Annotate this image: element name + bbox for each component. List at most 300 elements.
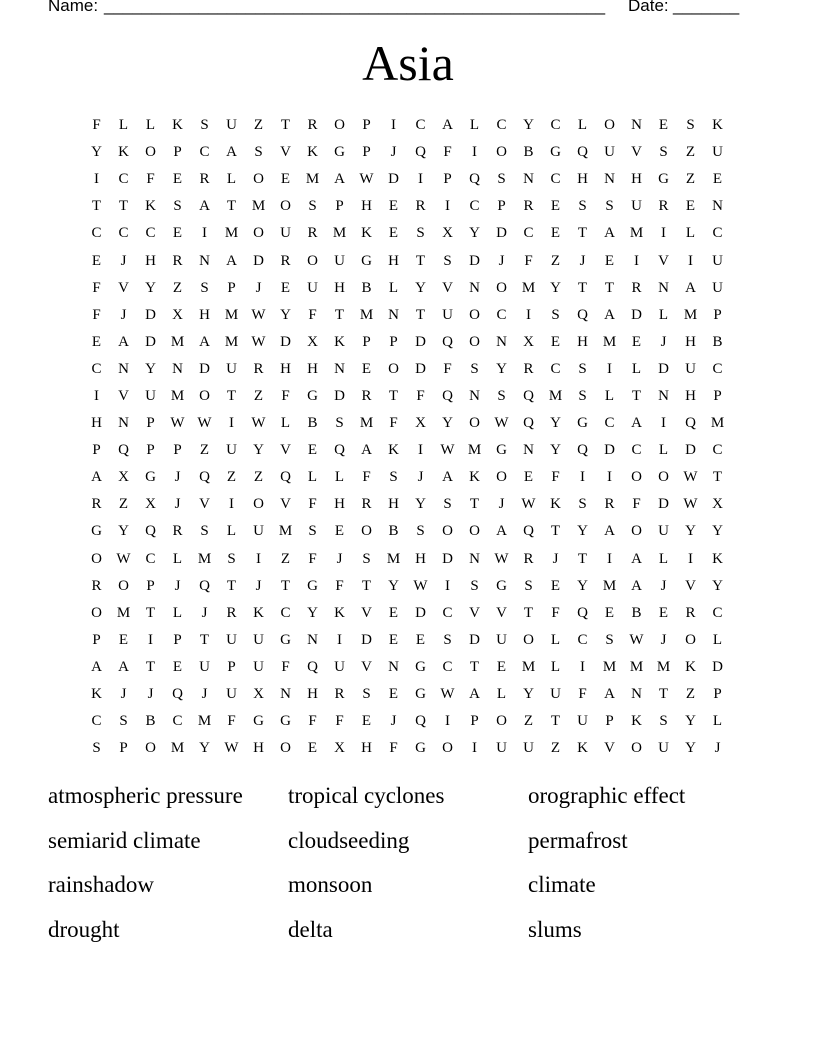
grid-letter[interactable]: E: [658, 117, 669, 134]
grid-letter[interactable]: E: [307, 740, 318, 757]
date-field[interactable]: _______: [673, 0, 740, 15]
grid-letter[interactable]: L: [577, 117, 588, 134]
grid-letter[interactable]: Q: [199, 577, 210, 594]
grid-letter[interactable]: I: [580, 469, 585, 486]
grid-letter[interactable]: M: [359, 306, 374, 323]
grid-letter[interactable]: D: [685, 442, 696, 459]
grid-letter[interactable]: P: [173, 631, 182, 648]
grid-letter[interactable]: O: [631, 469, 642, 486]
grid-letter[interactable]: L: [280, 415, 291, 432]
grid-letter[interactable]: E: [172, 171, 183, 188]
grid-letter[interactable]: I: [472, 740, 477, 757]
grid-letter[interactable]: E: [523, 469, 534, 486]
grid-letter[interactable]: U: [253, 658, 264, 675]
grid-letter[interactable]: F: [524, 252, 533, 269]
grid-letter[interactable]: U: [334, 252, 345, 269]
grid-letter[interactable]: L: [226, 171, 237, 188]
grid-letter[interactable]: D: [145, 333, 156, 350]
grid-letter[interactable]: R: [361, 496, 372, 513]
grid-letter[interactable]: L: [307, 469, 318, 486]
grid-letter[interactable]: T: [145, 658, 156, 675]
grid-letter[interactable]: F: [389, 740, 398, 757]
grid-letter[interactable]: Y: [388, 577, 399, 594]
grid-letter[interactable]: H: [388, 496, 399, 513]
grid-letter[interactable]: U: [253, 523, 264, 540]
grid-letter[interactable]: Y: [199, 740, 210, 757]
grid-letter[interactable]: E: [658, 604, 669, 621]
grid-letter[interactable]: C: [712, 442, 723, 459]
grid-letter[interactable]: U: [604, 144, 615, 161]
grid-letter[interactable]: M: [521, 658, 536, 675]
grid-letter[interactable]: R: [307, 225, 318, 242]
grid-letter[interactable]: D: [415, 333, 426, 350]
grid-letter[interactable]: S: [443, 252, 452, 269]
grid-letter[interactable]: V: [361, 604, 372, 621]
grid-letter[interactable]: L: [388, 279, 399, 296]
grid-letter[interactable]: K: [712, 550, 723, 567]
grid-letter[interactable]: P: [227, 658, 236, 675]
grid-letter[interactable]: G: [496, 442, 507, 459]
grid-letter[interactable]: N: [118, 415, 129, 432]
grid-letter[interactable]: E: [280, 171, 291, 188]
grid-letter[interactable]: G: [145, 469, 156, 486]
grid-letter[interactable]: N: [199, 252, 210, 269]
grid-letter[interactable]: M: [386, 550, 401, 567]
grid-letter[interactable]: S: [470, 360, 479, 377]
grid-letter[interactable]: F: [443, 144, 452, 161]
grid-letter[interactable]: S: [443, 496, 452, 513]
grid-letter[interactable]: U: [685, 360, 696, 377]
grid-letter[interactable]: Z: [172, 279, 183, 296]
grid-letter[interactable]: T: [280, 117, 291, 134]
grid-letter[interactable]: T: [577, 550, 588, 567]
grid-letter[interactable]: Y: [577, 523, 588, 540]
grid-letter[interactable]: G: [415, 740, 426, 757]
grid-letter[interactable]: Y: [550, 279, 561, 296]
grid-letter[interactable]: A: [226, 144, 237, 161]
grid-letter[interactable]: O: [280, 740, 291, 757]
grid-letter[interactable]: I: [418, 442, 423, 459]
grid-letter[interactable]: L: [469, 117, 480, 134]
grid-letter[interactable]: K: [631, 713, 642, 730]
grid-letter[interactable]: N: [523, 442, 534, 459]
grid-letter[interactable]: C: [91, 360, 102, 377]
grid-letter[interactable]: W: [251, 306, 266, 323]
grid-letter[interactable]: U: [496, 740, 507, 757]
grid-letter[interactable]: T: [469, 496, 480, 513]
grid-letter[interactable]: V: [469, 604, 480, 621]
grid-letter[interactable]: N: [388, 658, 399, 675]
grid-letter[interactable]: Q: [307, 658, 318, 675]
grid-letter[interactable]: T: [550, 523, 561, 540]
grid-letter[interactable]: V: [685, 577, 696, 594]
grid-letter[interactable]: I: [445, 713, 450, 730]
grid-letter[interactable]: G: [280, 631, 291, 648]
grid-letter[interactable]: H: [577, 333, 588, 350]
grid-letter[interactable]: I: [688, 252, 693, 269]
grid-letter[interactable]: A: [442, 117, 453, 134]
grid-letter[interactable]: M: [332, 225, 347, 242]
grid-letter[interactable]: U: [199, 658, 210, 675]
grid-letter[interactable]: E: [712, 171, 723, 188]
grid-letter[interactable]: F: [146, 171, 155, 188]
grid-letter[interactable]: U: [712, 252, 723, 269]
grid-letter[interactable]: N: [631, 686, 642, 703]
grid-letter[interactable]: R: [172, 523, 183, 540]
grid-letter[interactable]: N: [658, 387, 669, 404]
grid-letter[interactable]: R: [523, 360, 534, 377]
grid-letter[interactable]: M: [359, 415, 374, 432]
grid-letter[interactable]: N: [388, 306, 399, 323]
grid-letter[interactable]: F: [362, 469, 371, 486]
grid-letter[interactable]: W: [116, 550, 131, 567]
grid-letter[interactable]: R: [631, 279, 642, 296]
grid-letter[interactable]: C: [145, 225, 156, 242]
grid-letter[interactable]: P: [713, 387, 722, 404]
grid-letter[interactable]: O: [496, 279, 507, 296]
grid-letter[interactable]: A: [631, 577, 642, 594]
grid-letter[interactable]: I: [607, 360, 612, 377]
grid-letter[interactable]: P: [443, 171, 452, 188]
grid-letter[interactable]: M: [278, 523, 293, 540]
grid-letter[interactable]: Q: [415, 713, 426, 730]
grid-letter[interactable]: D: [658, 360, 669, 377]
grid-letter[interactable]: M: [602, 658, 617, 675]
grid-letter[interactable]: Q: [442, 387, 453, 404]
grid-letter[interactable]: D: [469, 252, 480, 269]
grid-letter[interactable]: J: [579, 252, 586, 269]
grid-letter[interactable]: O: [685, 631, 696, 648]
grid-letter[interactable]: P: [362, 333, 371, 350]
grid-letter[interactable]: D: [658, 496, 669, 513]
grid-letter[interactable]: M: [656, 658, 671, 675]
grid-letter[interactable]: S: [605, 631, 614, 648]
grid-letter[interactable]: H: [199, 306, 210, 323]
grid-letter[interactable]: M: [683, 306, 698, 323]
grid-letter[interactable]: Q: [415, 144, 426, 161]
grid-letter[interactable]: M: [197, 713, 212, 730]
grid-letter[interactable]: I: [661, 225, 666, 242]
grid-letter[interactable]: G: [415, 658, 426, 675]
grid-letter[interactable]: P: [713, 686, 722, 703]
grid-letter[interactable]: P: [119, 740, 128, 757]
grid-letter[interactable]: Y: [496, 360, 507, 377]
grid-letter[interactable]: G: [307, 577, 318, 594]
grid-letter[interactable]: U: [631, 198, 642, 215]
grid-letter[interactable]: J: [120, 306, 127, 323]
grid-letter[interactable]: T: [226, 387, 237, 404]
grid-letter[interactable]: N: [334, 360, 345, 377]
grid-letter[interactable]: Z: [523, 713, 534, 730]
grid-letter[interactable]: C: [280, 604, 291, 621]
grid-letter[interactable]: S: [497, 171, 506, 188]
grid-letter[interactable]: F: [281, 387, 290, 404]
grid-letter[interactable]: T: [226, 198, 237, 215]
grid-letter[interactable]: L: [226, 523, 237, 540]
grid-letter[interactable]: G: [496, 577, 507, 594]
grid-letter[interactable]: J: [498, 496, 505, 513]
grid-letter[interactable]: A: [361, 442, 372, 459]
grid-letter[interactable]: P: [605, 713, 614, 730]
grid-letter[interactable]: I: [94, 171, 99, 188]
grid-letter[interactable]: K: [334, 604, 345, 621]
grid-letter[interactable]: A: [604, 523, 615, 540]
grid-letter[interactable]: E: [388, 631, 399, 648]
grid-letter[interactable]: M: [629, 225, 644, 242]
grid-letter[interactable]: Q: [577, 442, 588, 459]
grid-letter[interactable]: C: [91, 225, 102, 242]
grid-letter[interactable]: F: [578, 686, 587, 703]
grid-letter[interactable]: K: [550, 496, 561, 513]
grid-letter[interactable]: T: [658, 686, 669, 703]
grid-letter[interactable]: K: [388, 442, 399, 459]
grid-letter[interactable]: E: [334, 523, 345, 540]
grid-letter[interactable]: S: [254, 144, 263, 161]
grid-letter[interactable]: R: [91, 496, 102, 513]
grid-letter[interactable]: J: [174, 469, 181, 486]
grid-letter[interactable]: I: [661, 415, 666, 432]
grid-letter[interactable]: O: [631, 740, 642, 757]
grid-letter[interactable]: V: [361, 658, 372, 675]
grid-letter[interactable]: C: [91, 713, 102, 730]
grid-letter[interactable]: Q: [469, 171, 480, 188]
grid-letter[interactable]: G: [253, 713, 264, 730]
grid-letter[interactable]: W: [494, 550, 509, 567]
grid-letter[interactable]: K: [577, 740, 588, 757]
grid-letter[interactable]: F: [632, 496, 641, 513]
grid-letter[interactable]: K: [307, 144, 318, 161]
grid-letter[interactable]: L: [685, 225, 696, 242]
grid-letter[interactable]: K: [91, 686, 102, 703]
grid-letter[interactable]: K: [334, 333, 345, 350]
grid-letter[interactable]: I: [148, 631, 153, 648]
grid-letter[interactable]: E: [604, 252, 615, 269]
grid-letter[interactable]: M: [251, 198, 266, 215]
grid-letter[interactable]: Q: [523, 523, 534, 540]
grid-letter[interactable]: I: [607, 550, 612, 567]
grid-letter[interactable]: X: [415, 415, 426, 432]
grid-letter[interactable]: Z: [118, 496, 129, 513]
grid-letter[interactable]: L: [658, 306, 669, 323]
grid-letter[interactable]: Y: [577, 577, 588, 594]
grid-letter[interactable]: R: [334, 686, 345, 703]
grid-letter[interactable]: D: [280, 333, 291, 350]
grid-letter[interactable]: P: [92, 631, 101, 648]
grid-letter[interactable]: J: [660, 333, 667, 350]
grid-letter[interactable]: S: [578, 360, 587, 377]
grid-letter[interactable]: R: [361, 387, 372, 404]
grid-letter[interactable]: J: [201, 604, 208, 621]
grid-letter[interactable]: W: [170, 415, 185, 432]
grid-letter[interactable]: E: [550, 225, 561, 242]
grid-letter[interactable]: N: [118, 360, 129, 377]
grid-letter[interactable]: N: [496, 333, 507, 350]
grid-letter[interactable]: U: [307, 279, 318, 296]
grid-letter[interactable]: E: [361, 360, 372, 377]
grid-letter[interactable]: O: [658, 469, 669, 486]
grid-letter[interactable]: V: [496, 604, 507, 621]
grid-letter[interactable]: S: [335, 415, 344, 432]
grid-letter[interactable]: P: [173, 144, 182, 161]
grid-letter[interactable]: U: [712, 144, 723, 161]
grid-letter[interactable]: P: [335, 198, 344, 215]
grid-letter[interactable]: L: [604, 387, 615, 404]
grid-letter[interactable]: I: [229, 415, 234, 432]
grid-letter[interactable]: T: [361, 577, 372, 594]
grid-letter[interactable]: S: [200, 279, 209, 296]
grid-letter[interactable]: D: [145, 306, 156, 323]
grid-letter[interactable]: O: [253, 496, 264, 513]
grid-letter[interactable]: E: [631, 333, 642, 350]
grid-letter[interactable]: G: [415, 686, 426, 703]
grid-letter[interactable]: Q: [172, 686, 183, 703]
grid-letter[interactable]: F: [335, 577, 344, 594]
grid-letter[interactable]: P: [470, 713, 479, 730]
grid-letter[interactable]: D: [631, 306, 642, 323]
grid-letter[interactable]: L: [118, 117, 129, 134]
grid-letter[interactable]: Q: [577, 144, 588, 161]
grid-letter[interactable]: Y: [280, 306, 291, 323]
grid-letter[interactable]: O: [280, 198, 291, 215]
grid-letter[interactable]: L: [496, 686, 507, 703]
grid-letter[interactable]: C: [712, 360, 723, 377]
grid-letter[interactable]: A: [631, 415, 642, 432]
grid-letter[interactable]: O: [361, 523, 372, 540]
grid-letter[interactable]: C: [442, 658, 453, 675]
grid-letter[interactable]: T: [469, 658, 480, 675]
grid-letter[interactable]: N: [604, 171, 615, 188]
grid-letter[interactable]: P: [92, 442, 101, 459]
grid-letter[interactable]: P: [713, 306, 722, 323]
grid-letter[interactable]: Q: [577, 604, 588, 621]
grid-letter[interactable]: U: [712, 279, 723, 296]
grid-letter[interactable]: M: [521, 279, 536, 296]
grid-letter[interactable]: J: [147, 686, 154, 703]
grid-letter[interactable]: O: [199, 387, 210, 404]
grid-letter[interactable]: R: [685, 604, 696, 621]
grid-letter[interactable]: H: [685, 333, 696, 350]
grid-letter[interactable]: N: [712, 198, 723, 215]
grid-letter[interactable]: E: [550, 577, 561, 594]
grid-letter[interactable]: T: [415, 252, 426, 269]
grid-letter[interactable]: G: [361, 252, 372, 269]
grid-letter[interactable]: E: [496, 658, 507, 675]
grid-letter[interactable]: T: [145, 604, 156, 621]
grid-letter[interactable]: T: [577, 225, 588, 242]
grid-letter[interactable]: C: [199, 144, 210, 161]
grid-letter[interactable]: A: [685, 279, 696, 296]
grid-letter[interactable]: O: [604, 117, 615, 134]
grid-letter[interactable]: E: [280, 279, 291, 296]
grid-letter[interactable]: S: [119, 713, 128, 730]
grid-letter[interactable]: F: [551, 469, 560, 486]
grid-letter[interactable]: S: [416, 225, 425, 242]
grid-letter[interactable]: M: [467, 442, 482, 459]
grid-letter[interactable]: M: [602, 577, 617, 594]
grid-letter[interactable]: M: [548, 387, 563, 404]
grid-letter[interactable]: T: [550, 713, 561, 730]
grid-letter[interactable]: T: [334, 306, 345, 323]
grid-letter[interactable]: P: [146, 415, 155, 432]
grid-letter[interactable]: D: [334, 387, 345, 404]
grid-letter[interactable]: Y: [550, 415, 561, 432]
grid-letter[interactable]: T: [415, 306, 426, 323]
grid-letter[interactable]: H: [361, 198, 372, 215]
grid-letter[interactable]: J: [498, 252, 505, 269]
grid-letter[interactable]: F: [281, 658, 290, 675]
grid-letter[interactable]: Y: [685, 523, 696, 540]
grid-letter[interactable]: C: [469, 198, 480, 215]
grid-letter[interactable]: J: [660, 577, 667, 594]
grid-letter[interactable]: L: [172, 604, 183, 621]
grid-letter[interactable]: Q: [442, 333, 453, 350]
name-field[interactable]: _____________________________________________________: [104, 0, 606, 15]
grid-letter[interactable]: E: [388, 686, 399, 703]
grid-letter[interactable]: M: [629, 658, 644, 675]
grid-letter[interactable]: D: [388, 171, 399, 188]
grid-letter[interactable]: U: [523, 740, 534, 757]
grid-letter[interactable]: E: [172, 225, 183, 242]
grid-letter[interactable]: Z: [253, 469, 264, 486]
grid-letter[interactable]: S: [173, 198, 182, 215]
grid-letter[interactable]: R: [172, 252, 183, 269]
grid-letter[interactable]: O: [253, 171, 264, 188]
grid-letter[interactable]: F: [227, 713, 236, 730]
grid-letter[interactable]: H: [145, 252, 156, 269]
grid-letter[interactable]: D: [469, 631, 480, 648]
grid-letter[interactable]: J: [417, 469, 424, 486]
grid-letter[interactable]: N: [280, 686, 291, 703]
grid-letter[interactable]: I: [472, 144, 477, 161]
grid-letter[interactable]: U: [226, 360, 237, 377]
grid-letter[interactable]: R: [307, 117, 318, 134]
grid-letter[interactable]: C: [496, 306, 507, 323]
grid-letter[interactable]: W: [440, 686, 455, 703]
grid-letter[interactable]: O: [118, 577, 129, 594]
grid-letter[interactable]: C: [118, 225, 129, 242]
grid-letter[interactable]: V: [631, 144, 642, 161]
grid-letter[interactable]: A: [199, 198, 210, 215]
grid-letter[interactable]: X: [523, 333, 534, 350]
grid-letter[interactable]: C: [442, 604, 453, 621]
grid-letter[interactable]: F: [443, 360, 452, 377]
grid-letter[interactable]: O: [442, 740, 453, 757]
grid-letter[interactable]: D: [604, 442, 615, 459]
grid-letter[interactable]: F: [92, 279, 101, 296]
grid-letter[interactable]: C: [523, 225, 534, 242]
grid-letter[interactable]: V: [280, 442, 291, 459]
grid-letter[interactable]: A: [442, 469, 453, 486]
grid-letter[interactable]: I: [256, 550, 261, 567]
grid-letter[interactable]: T: [91, 198, 102, 215]
grid-letter[interactable]: S: [470, 577, 479, 594]
grid-letter[interactable]: S: [686, 117, 695, 134]
grid-letter[interactable]: X: [118, 469, 129, 486]
grid-letter[interactable]: E: [388, 604, 399, 621]
grid-letter[interactable]: P: [362, 117, 371, 134]
grid-letter[interactable]: O: [307, 252, 318, 269]
grid-letter[interactable]: F: [308, 713, 317, 730]
grid-letter[interactable]: Q: [118, 442, 129, 459]
grid-letter[interactable]: D: [712, 658, 723, 675]
grid-letter[interactable]: K: [685, 658, 696, 675]
grid-letter[interactable]: T: [199, 631, 210, 648]
grid-letter[interactable]: M: [602, 333, 617, 350]
grid-letter[interactable]: R: [226, 604, 237, 621]
grid-letter[interactable]: B: [145, 713, 156, 730]
grid-letter[interactable]: U: [496, 631, 507, 648]
grid-letter[interactable]: L: [550, 658, 561, 675]
